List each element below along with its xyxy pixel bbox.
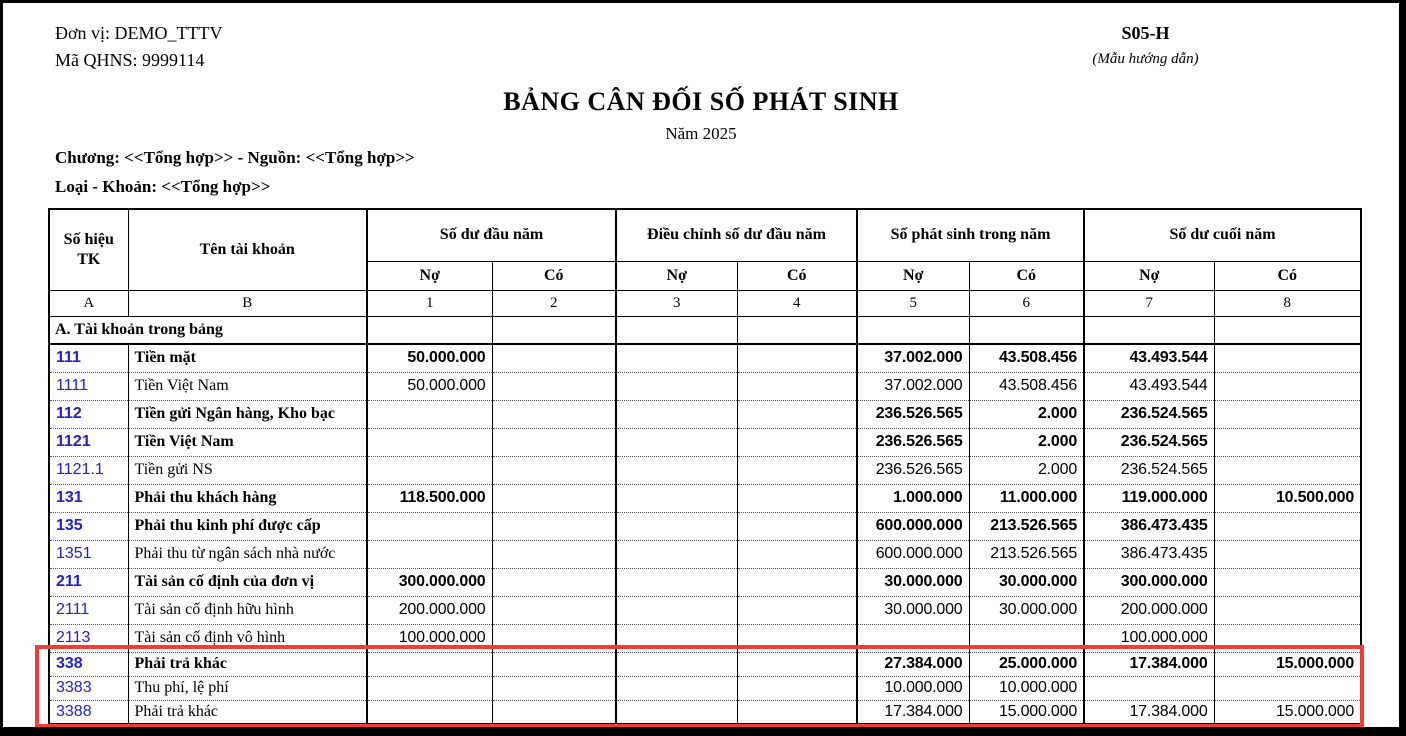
amount-cell [857,624,969,652]
form-note: (Mẫu hướng dẫn) [1092,51,1199,67]
amount-cell [737,344,857,372]
amount-cell [1214,400,1361,428]
amount-cell: 27.384.000 [857,652,969,676]
account-name-cell: Tiền Việt Nam [128,428,367,456]
index-cell: 6 [969,290,1084,316]
amount-cell: 37.002.000 [857,372,969,400]
index-cell: 8 [1214,290,1361,316]
header-debit: Nợ [367,261,492,290]
amount-cell [492,596,616,624]
account-name-cell: Phải thu từ ngân sách nhà nước [128,540,367,568]
amount-cell: 300.000.000 [367,568,492,596]
amount-cell: 25.000.000 [969,652,1084,676]
amount-cell: 15.000.000 [1214,700,1361,724]
account-code-link[interactable]: 131 [49,484,128,512]
account-code-link[interactable]: 111 [49,344,128,372]
amount-cell [737,512,857,540]
amount-cell [616,676,737,700]
amount-cell [492,676,616,700]
account-code-link[interactable]: 135 [49,512,128,540]
account-code-link[interactable]: 112 [49,400,128,428]
amount-cell: 236.524.565 [1084,428,1214,456]
amount-cell [737,568,857,596]
table-row [49,344,1361,372]
amount-cell: 10.500.000 [1214,484,1361,512]
header-credit: Có [1214,261,1361,290]
amount-cell: 50.000.000 [367,372,492,400]
header-debit: Nợ [1084,261,1214,290]
empty-cell [737,316,857,344]
amount-cell [969,624,1084,652]
amount-cell [737,676,857,700]
section-row [49,316,1361,344]
account-code-link[interactable]: 3383 [49,676,128,700]
empty-cell [492,316,616,344]
table-row [49,484,1361,512]
account-name-cell: Phải trả khác [128,700,367,724]
account-name-cell: Tiền Việt Nam [128,372,367,400]
amount-cell [367,400,492,428]
index-cell: 1 [367,290,492,316]
amount-cell [737,700,857,724]
report-title: BẢNG CÂN ĐỐI SỐ PHÁT SINH [503,87,899,116]
empty-cell [367,316,492,344]
header-opening-balance: Số dư đầu năm [367,209,616,261]
index-cell: 7 [1084,290,1214,316]
amount-cell [1214,676,1361,700]
form-code: S05-H [1121,23,1170,43]
account-code-link[interactable]: 1121.1 [49,456,128,484]
header-credit: Có [737,261,857,290]
table-row [49,624,1361,652]
amount-cell: 213.526.565 [969,540,1084,568]
amount-cell [492,344,616,372]
amount-cell: 15.000.000 [1214,652,1361,676]
table-row [49,568,1361,596]
loai-khoan-line: Loại - Khoản: <<Tổng hợp>> [55,177,271,196]
index-cell: 3 [616,290,737,316]
table-row [49,596,1361,624]
amount-cell: 50.000.000 [367,344,492,372]
amount-cell [492,652,616,676]
empty-cell [969,316,1084,344]
header-credit: Có [969,261,1084,290]
amount-cell: 30.000.000 [857,596,969,624]
amount-cell [1084,676,1214,700]
amount-cell [492,428,616,456]
amount-cell: 118.500.000 [367,484,492,512]
amount-cell: 386.473.435 [1084,512,1214,540]
account-code-link[interactable]: 3388 [49,700,128,724]
amount-cell [616,540,737,568]
amount-cell [616,428,737,456]
amount-cell [492,456,616,484]
amount-cell: 15.000.000 [969,700,1084,724]
amount-cell [616,652,737,676]
amount-cell [1214,456,1361,484]
amount-cell: 2.000 [969,400,1084,428]
qhns-label: Mã QHNS: 9999114 [55,50,205,70]
amount-cell [492,372,616,400]
amount-cell [737,456,857,484]
amount-cell [492,700,616,724]
amount-cell [616,456,737,484]
amount-cell [737,596,857,624]
account-name-cell: Tiền mặt [128,344,367,372]
amount-cell: 17.384.000 [1084,700,1214,724]
amount-cell [492,400,616,428]
account-name-cell: Tiền gửi NS [128,456,367,484]
empty-cell [857,316,969,344]
header-debit: Nợ [616,261,737,290]
section-label: A. Tài khoản trong bảng [49,316,367,344]
amount-cell: 100.000.000 [1084,624,1214,652]
amount-cell [616,372,737,400]
amount-cell: 200.000.000 [1084,596,1214,624]
amount-cell [737,372,857,400]
account-name-cell: Tài sản cố định của đơn vị [128,568,367,596]
amount-cell [737,484,857,512]
amount-cell: 43.493.544 [1084,344,1214,372]
amount-cell [367,428,492,456]
amount-cell: 2.000 [969,428,1084,456]
empty-cell [1084,316,1214,344]
amount-cell [1214,428,1361,456]
account-name-cell: Phải trả khác [128,652,367,676]
amount-cell [492,568,616,596]
account-code-link[interactable]: 211 [49,568,128,596]
account-code-link[interactable]: 2111 [49,596,128,624]
amount-cell [492,624,616,652]
amount-cell [1214,512,1361,540]
amount-cell: 2.000 [969,456,1084,484]
amount-cell: 236.526.565 [857,456,969,484]
amount-cell: 10.000.000 [969,676,1084,700]
amount-cell: 30.000.000 [969,568,1084,596]
amount-cell [737,652,857,676]
amount-cell: 236.524.565 [1084,456,1214,484]
account-code-link[interactable]: 2113 [49,624,128,652]
amount-cell [616,624,737,652]
table-row [49,700,1361,724]
header-closing-balance: Số dư cuối năm [1084,209,1361,261]
amount-cell: 600.000.000 [857,512,969,540]
amount-cell [1214,372,1361,400]
amount-cell [492,484,616,512]
table-row [49,456,1361,484]
amount-cell [616,700,737,724]
amount-cell [616,512,737,540]
table-row [49,400,1361,428]
amount-cell: 236.524.565 [1084,400,1214,428]
account-name-cell: Phải thu kinh phí được cấp [128,512,367,540]
amount-cell: 100.000.000 [367,624,492,652]
amount-cell [367,456,492,484]
amount-cell: 600.000.000 [857,540,969,568]
amount-cell: 1.000.000 [857,484,969,512]
header-account-name: Tên tài khoản [128,209,367,290]
index-cell: 2 [492,290,616,316]
amount-cell [367,540,492,568]
amount-cell [737,540,857,568]
amount-cell: 300.000.000 [1084,568,1214,596]
table-row [49,652,1361,676]
amount-cell: 119.000.000 [1084,484,1214,512]
header-debit: Nợ [857,261,969,290]
amount-cell: 200.000.000 [367,596,492,624]
amount-cell [1214,344,1361,372]
account-code-link[interactable]: 338 [49,652,128,676]
account-rows [49,316,1361,724]
header-account-code: Số hiệu TK [49,209,128,290]
index-cell: A [49,290,128,316]
header-opening-adjustment: Điều chỉnh số dư đầu năm [616,209,857,261]
account-name-cell: Phải thu khách hàng [128,484,367,512]
empty-cell [616,316,737,344]
header-credit: Có [492,261,616,290]
amount-cell [737,624,857,652]
table-row [49,540,1361,568]
amount-cell [367,652,492,676]
amount-cell [616,484,737,512]
table-row [49,372,1361,400]
amount-cell: 236.526.565 [857,400,969,428]
amount-cell: 43.493.544 [1084,372,1214,400]
amount-cell: 11.000.000 [969,484,1084,512]
account-name-cell: Tiền gửi Ngân hàng, Kho bạc [128,400,367,428]
amount-cell: 17.384.000 [1084,652,1214,676]
amount-cell: 10.000.000 [857,676,969,700]
amount-cell [737,428,857,456]
account-name-cell: Tài sản cố định hữu hình [128,596,367,624]
amount-cell [737,400,857,428]
account-code-link[interactable]: 1111 [49,372,128,400]
amount-cell: 37.002.000 [857,344,969,372]
amount-cell [616,344,737,372]
table-row [49,512,1361,540]
amount-cell: 43.508.456 [969,372,1084,400]
amount-cell [616,596,737,624]
amount-cell: 386.473.435 [1084,540,1214,568]
balance-table [48,208,1362,725]
report-subtitle: Năm 2025 [665,124,737,143]
empty-cell [1214,316,1361,344]
amount-cell [1214,624,1361,652]
amount-cell [492,512,616,540]
amount-cell [1214,596,1361,624]
account-name-cell: Tài sản cố định vô hình [128,624,367,652]
amount-cell [1214,568,1361,596]
table-row [49,428,1361,456]
header-period-activity: Số phát sinh trong năm [857,209,1084,261]
amount-cell [616,400,737,428]
table-row [49,676,1361,700]
account-code-link[interactable]: 1121 [49,428,128,456]
chapter-source-line: Chương: <<Tổng hợp>> - Nguồn: <<Tổng hợp>> [55,148,415,167]
amount-cell [1214,540,1361,568]
amount-cell: 213.526.565 [969,512,1084,540]
amount-cell: 43.508.456 [969,344,1084,372]
account-code-link[interactable]: 1351 [49,540,128,568]
amount-cell [616,568,737,596]
amount-cell: 30.000.000 [857,568,969,596]
amount-cell [367,512,492,540]
account-name-cell: Thu phí, lệ phí [128,676,367,700]
amount-cell: 30.000.000 [969,596,1084,624]
unit-label: Đơn vị: DEMO_TTTV [55,23,223,43]
amount-cell: 236.526.565 [857,428,969,456]
index-cell: B [128,290,367,316]
index-cell: 5 [857,290,969,316]
amount-cell [492,540,616,568]
index-cell: 4 [737,290,857,316]
amount-cell: 17.384.000 [857,700,969,724]
amount-cell [367,700,492,724]
amount-cell [367,676,492,700]
